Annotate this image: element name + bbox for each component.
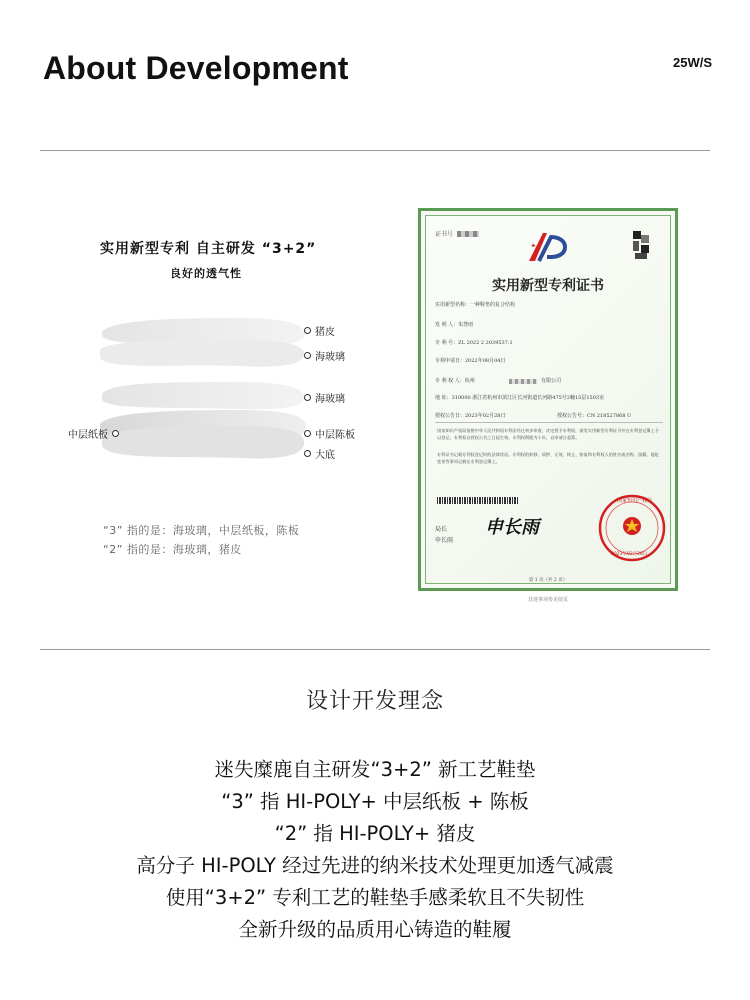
label-sea-glass-1: 海玻璃 — [304, 348, 345, 363]
label-mid-board-left: 中层纸板 — [68, 426, 119, 441]
label-mid-board-right: 中层陈板 — [304, 426, 355, 441]
seal-date: 2023年02月28日 — [611, 552, 648, 557]
diagram-subtitle: 良好的透气性 — [170, 267, 242, 280]
philosophy-line: “2” 指 HI-POLY+ 猪皮 — [274, 822, 476, 845]
cert-footer: 其他事项参见续页 — [527, 597, 568, 603]
philosophy-line: 使用“3+2” 专利工艺的鞋垫手感柔软且不失韧性 — [165, 886, 585, 909]
philosophy-lines — [0, 754, 750, 946]
layer-outsole — [102, 426, 304, 458]
philosophy-line: 全新升级的品质用心铸造的鞋履 — [238, 918, 512, 941]
label-sea-glass-2: 海玻璃 — [304, 390, 345, 405]
philosophy-title: 设计开发理念 — [305, 689, 444, 714]
cert-number-blur — [457, 231, 479, 237]
philosophy-line: “3” 指 HI-POLY+ 中层纸板 + 陈板 — [221, 790, 529, 813]
label-pig-leather: 猪皮 — [304, 323, 335, 338]
layer-sea-glass-bottom — [102, 382, 304, 409]
note-3: “3” 指的是：海玻璃，中层纸板，陈板 — [103, 524, 300, 537]
cert-page: 第 1 页（共 2 页） — [528, 578, 568, 583]
cert-holder-row: 专 利 权 人：杭州 — [435, 378, 475, 384]
cert-director-label: 局长 — [435, 526, 448, 533]
cert-holder-suffix: 有限公司 — [541, 378, 562, 384]
patent-certificate — [418, 208, 678, 591]
page-title: About Development — [43, 50, 349, 86]
cnipa-logo — [525, 227, 569, 267]
cert-title: 实用新型专利证书 — [492, 278, 604, 294]
diagram-title: 实用新型专利 自主研发 “3+2” — [100, 241, 317, 257]
philosophy-line: 迷失糜鹿自主研发“3+2” 新工艺鞋垫 — [214, 758, 536, 781]
cert-signature: 申长雨 — [485, 517, 539, 538]
divider-top — [40, 150, 710, 151]
cert-grant-no: 授权公告号：CN 218527868 U — [557, 413, 632, 419]
cert-divider — [435, 422, 663, 423]
label-outsole: 大底 — [304, 446, 335, 461]
philosophy-line: 高分子 HI-POLY 经过先进的纳米技术处理更加透气减震 — [136, 854, 614, 877]
insole-layers-illustration — [90, 310, 320, 480]
qr-code-blur — [633, 231, 649, 261]
cert-name-row: 实用新型名称：一种鞋垫的复合结构 — [435, 302, 516, 308]
cert-date-row: 专利申请日：2022年08月04日 — [435, 358, 506, 364]
cert-director-name: 申长雨 — [435, 537, 454, 544]
cert-body-text-2: 专利证书记载专利权登记时的法律状况。专利权的转移、质押、无效、终止、恢复和专利权人的姓名或名称、国籍、地址变更等事项记载在专利登记簿上。 — [437, 452, 659, 464]
cert-number-label: 证书号 — [435, 231, 454, 238]
seal-text: 国家知识产权局 — [617, 498, 653, 504]
cert-holder-blur — [509, 379, 537, 384]
divider-middle — [40, 649, 710, 650]
cert-body-text: 国家知识产权局依照中华人民共和国专利法经过初步审查，决定授予专利权，颁发实用新型专利证书并在专利登记簿上予以登记。专利权自授权公告之日起生效。专利权期限为十年，自申请日起算。 — [437, 428, 659, 440]
cert-patent-row: 专 利 号：ZL 2022 2 2039537.1 — [435, 340, 513, 346]
season-tag: 25W/S — [672, 55, 712, 70]
layer-sea-glass-top — [100, 340, 304, 367]
cert-grant-row: 授权公告日：2023年02月28日 — [435, 413, 506, 419]
cert-inventor-row: 发 明 人：朱慧雨 — [435, 322, 474, 328]
cert-barcode — [437, 497, 519, 504]
note-2: “2” 指的是：海玻璃，猪皮 — [103, 543, 242, 556]
cert-address-row: 地 址：310000 浙江省杭州市滨江区长河街道长河路475号2幢15层1503室 — [435, 395, 605, 401]
